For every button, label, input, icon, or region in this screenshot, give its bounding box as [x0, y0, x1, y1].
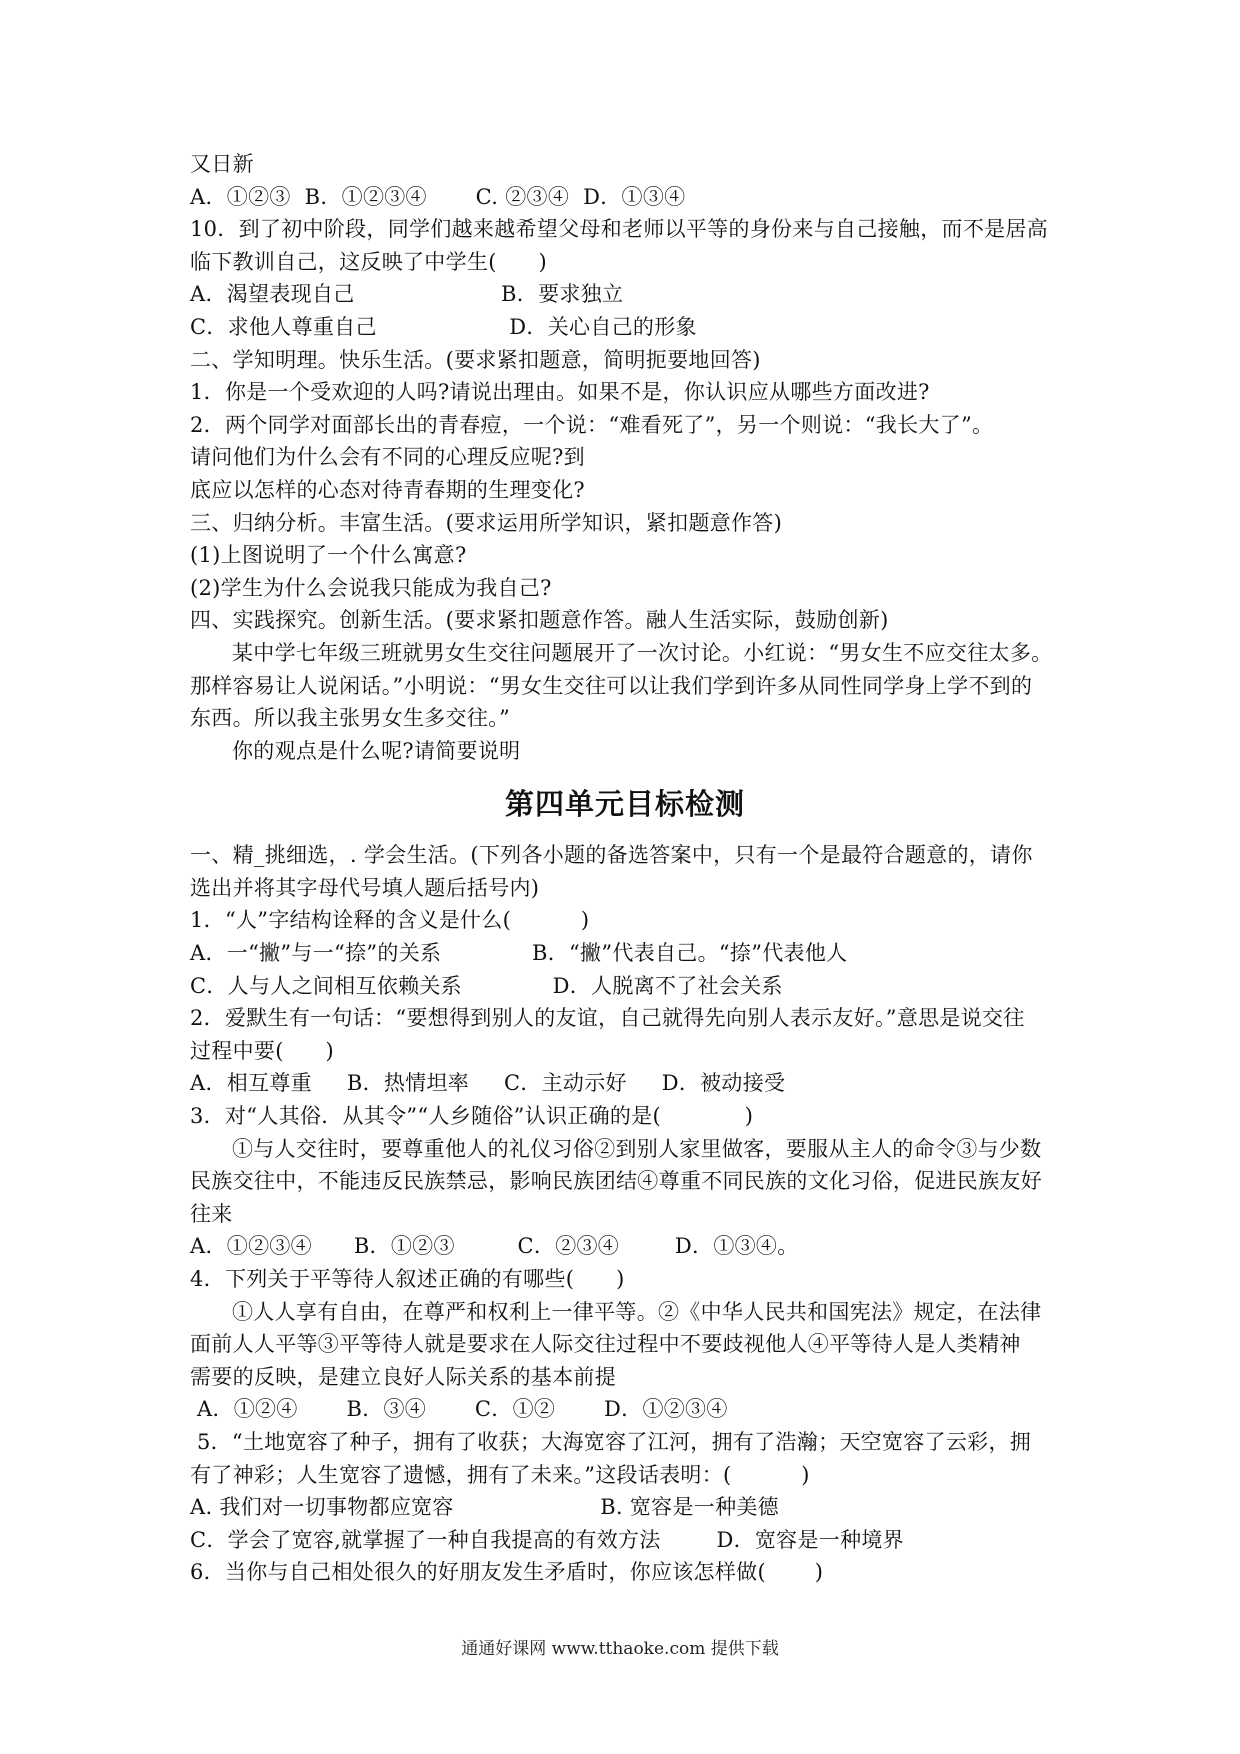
text-line: A．①②③ B．①②③④ C. ②③④ D．①③④	[190, 184, 686, 209]
text-line: 又日新	[190, 152, 254, 176]
text-line: C．人与人之间相互依赖关系 D．人脱离不了社会关系	[190, 973, 783, 998]
text-line: 需要的反映，是建立良好人际关系的基本前提	[190, 1364, 616, 1389]
section-title: 第四单元目标检测	[504, 787, 745, 822]
text-line: 面前人人平等③平等待人就是要求在人际交往过程中不要歧视他人④平等待人是人类精神	[190, 1332, 1021, 1357]
text-line: 某中学七年级三班就男女生交往问题展开了一次讨论。小红说：“男女生不应交往太多。	[232, 640, 1053, 665]
text-line: C．求他人尊重自己 D．关心自己的形象	[190, 314, 697, 339]
text-line: 5．“土地宽容了种子，拥有了收获；大海宽容了江河，拥有了浩瀚；天空宽容了云彩，拥	[190, 1429, 1032, 1454]
text-line: ①与人交往时，要尊重他人的礼仪习俗②到别人家里做客，要服从主人的命令③与少数	[232, 1136, 1042, 1161]
text-line: 过程中要( )	[190, 1038, 335, 1063]
text-line: 10．到了初中阶段，同学们越来越希望父母和老师以平等的身份来与自己接触，而不是居高	[190, 217, 1049, 242]
text-line: A. 我们对一切事物都应宽容 B. 宽容是一种美德	[190, 1495, 779, 1520]
text-line: 选出并将其字母代号填人题后括号内)	[190, 875, 540, 900]
text-line: 那样容易让人说闲话。”小明说：“男女生交往可以让我们学到许多从同性同学身上学不到的	[190, 673, 1033, 698]
text-line: C．学会了宽容,就掌握了一种自我提高的有效方法 D．宽容是一种境界	[190, 1527, 904, 1552]
text-line: A．①②④ B．③④ C．①② D．①②③④	[190, 1397, 728, 1422]
text-line: 请问他们为什么会有不同的心理反应呢?到	[190, 445, 585, 470]
text-line: 三、归纳分析。丰富生活。(要求运用所学知识，紧扣题意作答)	[190, 510, 783, 535]
text-line: 6．当你与自己相处很久的好朋友发生矛盾时，你应该怎样做( )	[190, 1560, 824, 1585]
text-line: 2．爱默生有一句话：“要想得到别人的友谊，自己就得先向别人表示友好。”意思是说交往	[190, 1006, 1025, 1031]
text-line: 往来	[190, 1201, 233, 1226]
text-line: 底应以怎样的心态对待青春期的生理变化?	[190, 477, 585, 502]
text-line: 一、精_挑细选，. 学会生活。(下列各小题的备选答案中，只有一个是最符合题意的，请你	[190, 843, 1033, 868]
text-line: ①人人享有自由，在尊严和权利上一律平等。②《中华人民共和国宪法》规定，在法律	[232, 1299, 1042, 1324]
text-line: A．相互尊重 B．热情坦率 C．主动示好 D．被动接受	[190, 1071, 786, 1096]
text-line: 3．对“人其俗．从其令”“人乡随俗”认识正确的是( )	[190, 1104, 754, 1129]
text-line: A．渴望表现自己 B．要求独立	[190, 282, 624, 307]
text-block-bottom	[190, 839, 1060, 1589]
text-line: 二、学知明理。快乐生活。(要求紧扣题意，简明扼要地回答)	[190, 347, 761, 372]
text-line: A．①②③④ B．①②③ C．②③④ D．①③④。	[190, 1234, 799, 1259]
text-line: 有了神彩；人生宽容了遗憾，拥有了未来。”这段话表明：( )	[190, 1462, 810, 1487]
text-line: (1)上图说明了一个什么寓意?	[190, 543, 467, 568]
document-page	[190, 148, 1060, 1589]
text-line: 你的观点是什么呢?请简要说明	[232, 738, 521, 763]
text-line: 1．你是一个受欢迎的人吗?请说出理由。如果不是，你认识应从哪些方面改进?	[190, 380, 930, 405]
text-line: 临下教训自己，这反映了中学生( )	[190, 249, 548, 274]
text-line: 2．两个同学对面部长出的青春痘，一个说：“难看死了”，另一个则说：“我长大了”。	[190, 412, 994, 437]
page-footer: 通通好课网 www.tthaoke.com 提供下载	[461, 1639, 779, 1659]
text-line: 1．“人”字结构诠释的含义是什么( )	[190, 908, 590, 933]
text-block-top	[190, 148, 1060, 767]
text-line: 民族交往中，不能违反民族禁忌，影响民族团结④尊重不同民族的文化习俗，促进民族友好	[190, 1169, 1042, 1194]
text-line: (2)学生为什么会说我只能成为我自己?	[190, 575, 552, 600]
text-line: 四、实践探究。创新生活。(要求紧扣题意作答。融人生活实际，鼓励创新)	[190, 608, 889, 633]
text-line: A．一“撇”与一“捺”的关系 B．“撇”代表自己。“捺”代表他人	[190, 941, 848, 966]
text-line: 东西。所以我主张男女生多交往。”	[190, 706, 511, 731]
text-line: 4．下列关于平等待人叙述正确的有哪些( )	[190, 1267, 625, 1291]
